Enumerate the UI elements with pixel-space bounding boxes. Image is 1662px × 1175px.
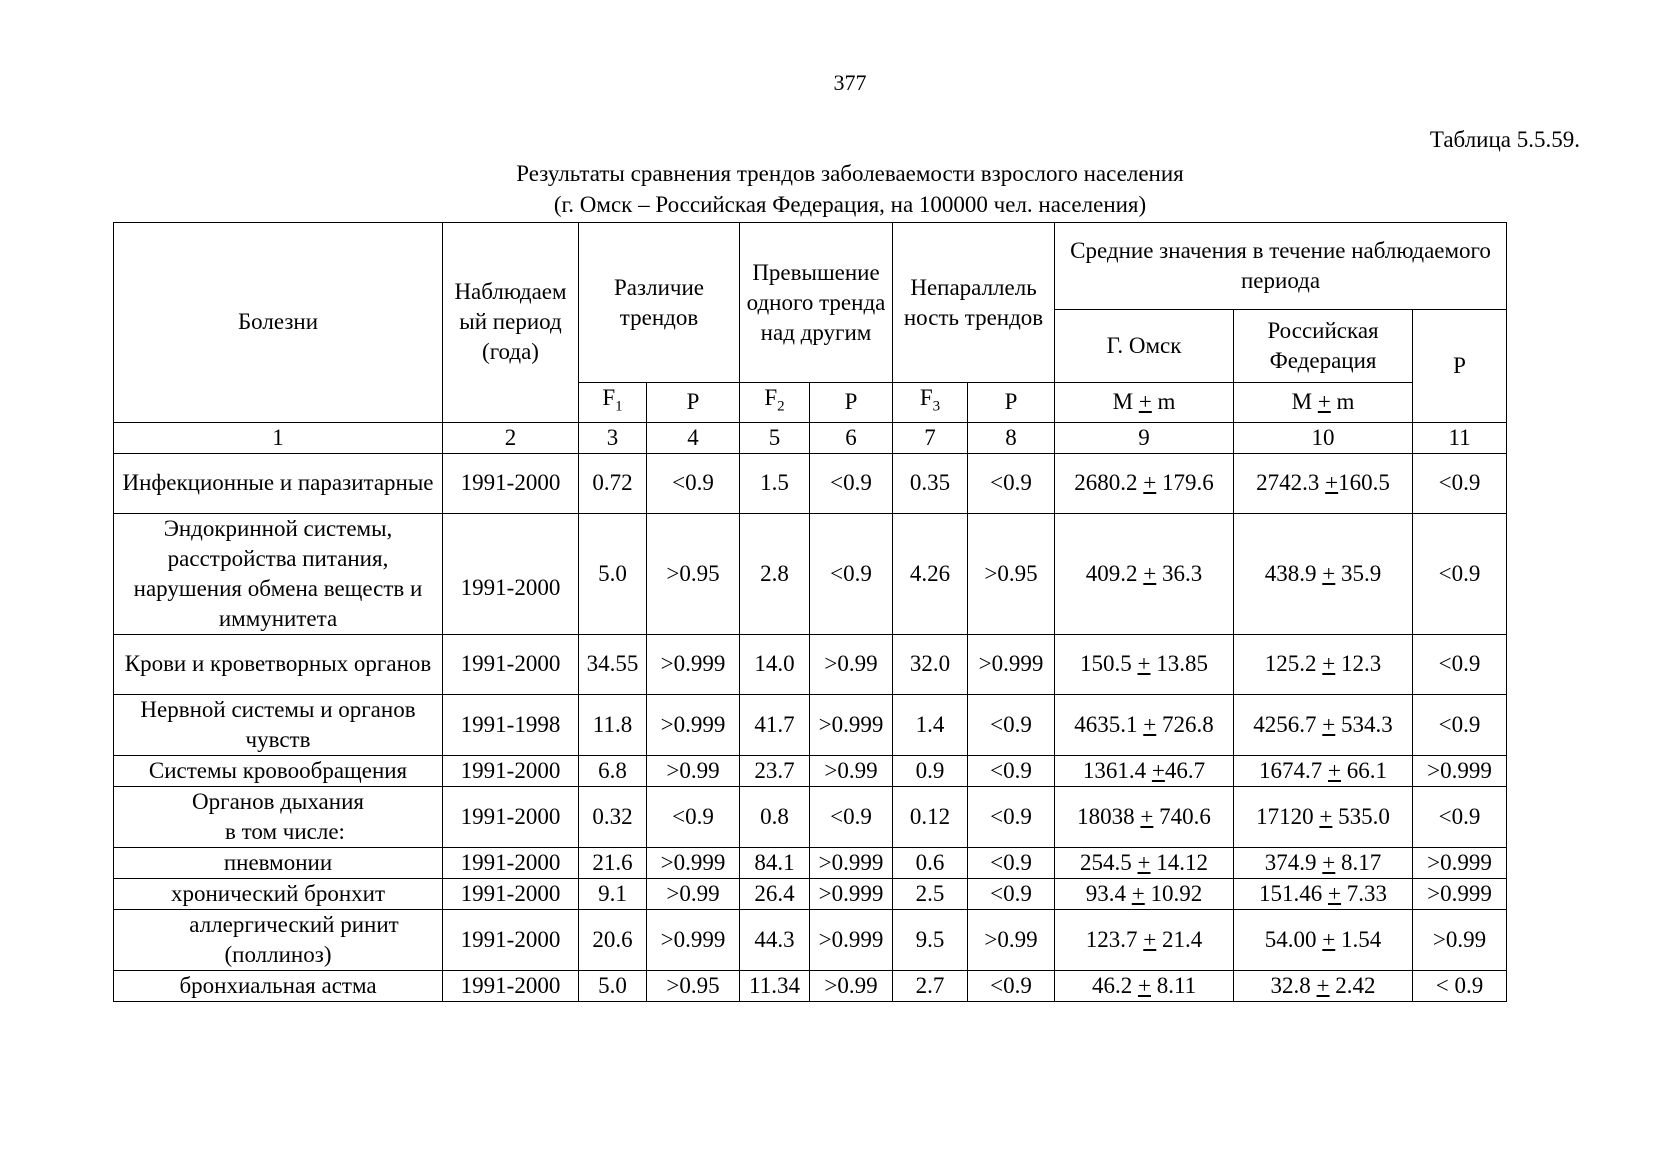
rf-mean-cell: 438.9 + 35.9 — [1234, 513, 1413, 634]
f3-cell: 32.0 — [893, 634, 968, 694]
p2-cell: >0.99 — [810, 970, 893, 1001]
period-cell: 1991-2000 — [443, 909, 579, 970]
column-number-row — [114, 422, 1507, 453]
f2-cell: 84.1 — [740, 847, 810, 878]
p2-cell: <0.9 — [810, 513, 893, 634]
header-p2: Р — [810, 383, 893, 423]
column-number: 11 — [1413, 422, 1507, 453]
period-cell: 1991-2000 — [443, 970, 579, 1001]
disease-name-line: (поллиноз) — [224, 941, 332, 967]
p-mean-cell: <0.9 — [1413, 786, 1507, 847]
f3-cell: 0.35 — [893, 453, 968, 513]
disease-name: пневмонии — [114, 847, 443, 878]
disease-name-line: Органов дыхания — [192, 788, 364, 814]
column-number: 4 — [647, 422, 740, 453]
p-mean-cell: >0.99 — [1413, 909, 1507, 970]
table-row — [114, 453, 1507, 513]
table-row — [114, 694, 1507, 755]
f1-cell: 34.55 — [579, 634, 647, 694]
p3-cell: <0.9 — [968, 453, 1055, 513]
p-mean-cell: >0.999 — [1413, 755, 1507, 786]
trend-comparison-table — [113, 222, 1507, 1002]
rf-mean-cell: 125.2 + 12.3 — [1234, 634, 1413, 694]
f1-cell: 0.32 — [579, 786, 647, 847]
table-row — [114, 786, 1507, 847]
table-row — [114, 634, 1507, 694]
omsk-mean-cell: 254.5 + 14.12 — [1055, 847, 1234, 878]
disease-name — [114, 909, 443, 970]
period-cell: 1991-2000 — [443, 878, 579, 909]
header-f3: $F_3$ — [893, 383, 968, 423]
f2-cell: 14.0 — [740, 634, 810, 694]
f3-cell: 2.7 — [893, 970, 968, 1001]
p3-cell: <0.9 — [968, 847, 1055, 878]
f3-cell: 4.26 — [893, 513, 968, 634]
period-cell: 1991-1998 — [443, 694, 579, 755]
p1-cell: >0.95 — [647, 513, 740, 634]
table-row — [114, 970, 1507, 1001]
p1-cell: >0.95 — [647, 970, 740, 1001]
omsk-mean-cell: 4635.1 + 726.8 — [1055, 694, 1234, 755]
table-row — [114, 513, 1507, 634]
header-trend-nonparallel: Непараллель ность трендов — [893, 223, 1055, 383]
f1-cell: 0.72 — [579, 453, 647, 513]
period-cell: 1991-2000 — [443, 755, 579, 786]
omsk-mean-cell: 18038 + 740.6 — [1055, 786, 1234, 847]
p1-cell: >0.999 — [647, 634, 740, 694]
f3-cell: 2.5 — [893, 878, 968, 909]
header-trend-excess: Превышение одного тренда над другим — [740, 223, 893, 383]
disease-name: Инфекционные и паразитарные — [114, 453, 443, 513]
p3-cell: >0.99 — [968, 909, 1055, 970]
table-label: Таблица 5.5.59. — [1429, 127, 1580, 152]
p2-cell: >0.999 — [810, 909, 893, 970]
f1-cell: 20.6 — [579, 909, 647, 970]
header-f2: $F_2$ — [740, 383, 810, 423]
f1-cell: 6.8 — [579, 755, 647, 786]
column-number: 5 — [740, 422, 810, 453]
f3-cell: 0.6 — [893, 847, 968, 878]
f1-cell: 5.0 — [579, 970, 647, 1001]
p-mean-cell: <0.9 — [1413, 453, 1507, 513]
rf-mean-cell: 17120 + 535.0 — [1234, 786, 1413, 847]
table-row — [114, 847, 1507, 878]
f1-cell: 11.8 — [579, 694, 647, 755]
f3-cell: 0.12 — [893, 786, 968, 847]
period-cell: 1991-2000 — [443, 453, 579, 513]
p-mean-cell: < 0.9 — [1413, 970, 1507, 1001]
p1-cell: <0.9 — [647, 786, 740, 847]
f3-cell: 9.5 — [893, 909, 968, 970]
table-caption — [0, 158, 1662, 220]
p-mean-cell: <0.9 — [1413, 694, 1507, 755]
omsk-mean-cell: 46.2 + 8.11 — [1055, 970, 1234, 1001]
column-number: 8 — [968, 422, 1055, 453]
p3-cell: >0.999 — [968, 634, 1055, 694]
rf-mean-cell: 1674.7 + 66.1 — [1234, 755, 1413, 786]
period-cell: 1991-2000 — [443, 513, 579, 634]
f1-cell: 5.0 — [579, 513, 647, 634]
f2-cell: 44.3 — [740, 909, 810, 970]
header-p3: Р — [968, 383, 1055, 423]
omsk-mean-cell: 2680.2 + 179.6 — [1055, 453, 1234, 513]
f2-cell: 26.4 — [740, 878, 810, 909]
p2-cell: >0.99 — [810, 755, 893, 786]
column-number: 2 — [443, 422, 579, 453]
p2-cell: <0.9 — [810, 786, 893, 847]
column-number: 1 — [114, 422, 443, 453]
omsk-mean-cell: 93.4 + 10.92 — [1055, 878, 1234, 909]
f2-cell: 1.5 — [740, 453, 810, 513]
disease-name: бронхиальная астма — [114, 970, 443, 1001]
p2-cell: >0.999 — [810, 878, 893, 909]
f1-cell: 21.6 — [579, 847, 647, 878]
header-disease: Болезни — [114, 223, 443, 423]
omsk-mean-cell: 150.5 + 13.85 — [1055, 634, 1234, 694]
column-number: 3 — [579, 422, 647, 453]
header-p-mean: Р — [1413, 310, 1507, 423]
disease-name-line: аллергический ринит — [189, 911, 399, 937]
header-m-rf: M + m — [1234, 383, 1413, 423]
p2-cell: >0.99 — [810, 634, 893, 694]
omsk-mean-cell: 409.2 + 36.3 — [1055, 513, 1234, 634]
disease-name — [114, 786, 443, 847]
f1-cell: 9.1 — [579, 878, 647, 909]
period-cell: 1991-2000 — [443, 786, 579, 847]
header-f1: $F_1$ — [579, 383, 647, 423]
rf-mean-cell: 2742.3 +160.5 — [1234, 453, 1413, 513]
p3-cell: <0.9 — [968, 878, 1055, 909]
f2-cell: 2.8 — [740, 513, 810, 634]
f3-cell: 1.4 — [893, 694, 968, 755]
header-mean-values: Средние значения в течение наблюдаемого периода — [1055, 223, 1507, 310]
p1-cell: <0.9 — [647, 453, 740, 513]
table-row — [114, 909, 1507, 970]
f3-cell: 0.9 — [893, 755, 968, 786]
header-p1: Р — [647, 383, 740, 423]
p3-cell: >0.95 — [968, 513, 1055, 634]
p2-cell: >0.999 — [810, 694, 893, 755]
table-row — [114, 878, 1507, 909]
omsk-mean-cell: 1361.4 +46.7 — [1055, 755, 1234, 786]
p-mean-cell: <0.9 — [1413, 513, 1507, 634]
disease-subheading: в том числе: — [225, 818, 345, 844]
period-cell: 1991-2000 — [443, 847, 579, 878]
rf-mean-cell: 54.00 + 1.54 — [1234, 909, 1413, 970]
p3-cell: <0.9 — [968, 694, 1055, 755]
disease-name: хронический бронхит — [114, 878, 443, 909]
rf-mean-cell: 4256.7 + 534.3 — [1234, 694, 1413, 755]
disease-name: Системы кровообращения — [114, 755, 443, 786]
p1-cell: >0.999 — [647, 694, 740, 755]
p1-cell: >0.99 — [647, 878, 740, 909]
header-russian-federation: Российская Федерация — [1234, 310, 1413, 383]
column-number: 7 — [893, 422, 968, 453]
table-row — [114, 755, 1507, 786]
header-m-omsk: M + m — [1055, 383, 1234, 423]
f2-cell: 11.34 — [740, 970, 810, 1001]
p3-cell: <0.9 — [968, 970, 1055, 1001]
disease-name: Эндокринной системы, расстройства питания, нарушения обмена веществ и иммунитета — [114, 513, 443, 634]
rf-mean-cell: 374.9 + 8.17 — [1234, 847, 1413, 878]
f2-cell: 41.7 — [740, 694, 810, 755]
p2-cell: <0.9 — [810, 453, 893, 513]
p1-cell: >0.999 — [647, 909, 740, 970]
column-number: 6 — [810, 422, 893, 453]
p-mean-cell: <0.9 — [1413, 634, 1507, 694]
rf-mean-cell: 151.46 + 7.33 — [1234, 878, 1413, 909]
omsk-mean-cell: 123.7 + 21.4 — [1055, 909, 1234, 970]
header-omsk: Г. Омск — [1055, 310, 1234, 383]
p2-cell: >0.999 — [810, 847, 893, 878]
p1-cell: >0.999 — [647, 847, 740, 878]
disease-name: Крови и кроветворных органов — [114, 634, 443, 694]
caption-line-1: Результаты сравнения трендов заболеваемости взрослого населения — [516, 161, 1184, 186]
f2-cell: 23.7 — [740, 755, 810, 786]
p-mean-cell: >0.999 — [1413, 878, 1507, 909]
page-number: 377 — [833, 70, 867, 95]
p3-cell: <0.9 — [968, 755, 1055, 786]
column-number: 9 — [1055, 422, 1234, 453]
header-trend-difference: Различие трендов — [579, 223, 740, 383]
caption-line-2: (г. Омск – Российская Федерация, на 100000 чел. населения) — [553, 192, 1147, 217]
disease-name: Нервной системы и органов чувств — [114, 694, 443, 755]
f2-cell: 0.8 — [740, 786, 810, 847]
p-mean-cell: >0.999 — [1413, 847, 1507, 878]
rf-mean-cell: 32.8 + 2.42 — [1234, 970, 1413, 1001]
period-cell: 1991-2000 — [443, 634, 579, 694]
p3-cell: <0.9 — [968, 786, 1055, 847]
column-number: 10 — [1234, 422, 1413, 453]
p1-cell: >0.99 — [647, 755, 740, 786]
header-period: Наблюдаем ый период (года) — [443, 223, 579, 423]
